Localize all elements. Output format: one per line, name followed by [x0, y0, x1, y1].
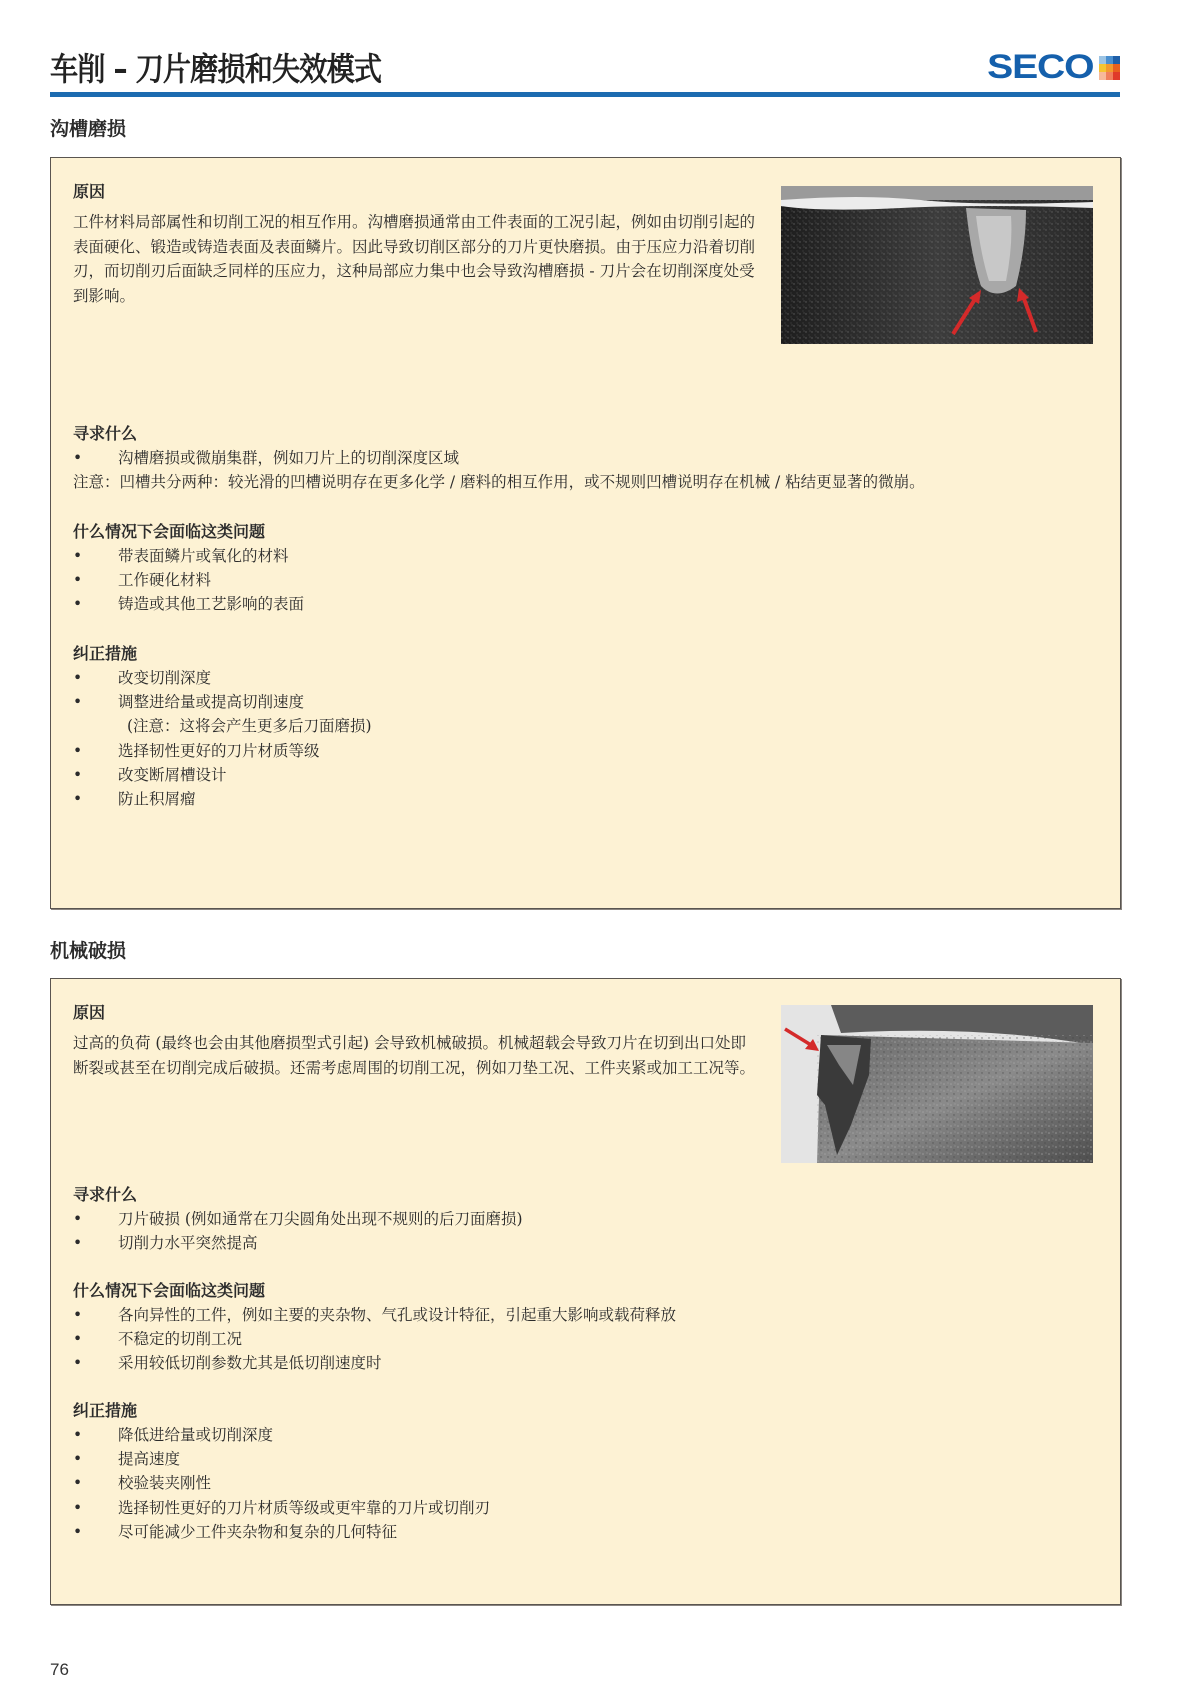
mechanical-breakage-when [73, 1279, 1100, 1376]
cause-title: 原因 [73, 182, 106, 201]
section-heading-notch-wear: 沟槽磨损 [50, 118, 127, 140]
header-rule [50, 92, 1120, 97]
logo-color-squares-icon [1099, 56, 1120, 80]
list-item: • 沟槽磨损或微崩集群，例如刀片上的切削深度区域 [73, 446, 1100, 470]
mechanical-breakage-image-icon [781, 1005, 1093, 1163]
notch-wear-card [50, 157, 1121, 909]
notch-wear-remedies [73, 642, 1100, 811]
mechanical-breakage-photo [781, 1005, 1093, 1163]
cause-text: 工件材料局部属性和切削工况的相互作用。沟槽磨损通常由工件表面的工况引起，例如由切削引起的表面硬化、锻造或铸造表面及表面鳞片。因此导致切削区部分的刀片更快磨损。由于压应力沿着切削刃，而切削刃后面缺乏同样的压应力，这种局部应力集中也会导致沟槽磨损 - 刀片会在切削深度处受到影响。 [73, 213, 756, 305]
notch-wear-cause [73, 180, 760, 308]
list-item-note: (注意：这将会产生更多后刀面磨损) [127, 717, 372, 736]
seco-logo [986, 48, 1120, 87]
list-item: • 刀片破损 (例如通常在刀尖圆角处出现不规则的后刀面磨损) [73, 1207, 1100, 1231]
cause-title: 原因 [73, 1003, 106, 1022]
remedies-title: 纠正措施 [73, 644, 138, 663]
list-item: • 不稳定的切削工况 [73, 1327, 1100, 1351]
notch-wear-look-for [73, 422, 1100, 494]
list-item: • 校验装夹刚性 [73, 1471, 1100, 1495]
page-title: 车削 – 刀片磨损和失效模式 [50, 50, 382, 88]
mechanical-breakage-cause [73, 1001, 760, 1080]
cause-text: 过高的负荷 (最终也会由其他磨损型式引起) 会导致机械破损。机械超载会导致刀片在切到出口处即断裂或甚至在切削完成后破损。还需考虑周围的切削工况，例如刀垫工况、工件夹紧或加工工况等。 [73, 1034, 756, 1077]
mechanical-breakage-look-for [73, 1183, 1100, 1255]
list-item: • 降低进给量或切削深度 [73, 1423, 1100, 1447]
list-item: • 改变切削深度 [73, 666, 1100, 690]
remedies-title: 纠正措施 [73, 1401, 138, 1420]
look-for-note: 注意：凹槽共分两种：较光滑的凹槽说明存在更多化学 / 磨料的相互作用，或不规则凹槽说明存在机械 / 粘结更显著的微崩。 [73, 473, 925, 492]
list-item: • 选择韧性更好的刀片材质等级 [73, 739, 1100, 763]
logo-text: SECO [986, 48, 1093, 86]
list-item: • 选择韧性更好的刀片材质等级或更牢靠的刀片或切削刃 [73, 1496, 1100, 1520]
list-item: • 铸造或其他工艺影响的表面 [73, 592, 1100, 616]
list-item: • 尽可能减少工件夹杂物和复杂的几何特征 [73, 1520, 1100, 1544]
list-item: • 防止积屑瘤 [73, 787, 1100, 811]
list-item: • 提高速度 [73, 1447, 1100, 1471]
look-for-title: 寻求什么 [73, 1185, 138, 1204]
page-number: 76 [50, 1660, 69, 1679]
list-item: • 切削力水平突然提高 [73, 1231, 1100, 1255]
notch-wear-photo [781, 186, 1093, 344]
mechanical-breakage-card [50, 978, 1121, 1605]
list-item: • 工作硬化材料 [73, 568, 1100, 592]
section-heading-mechanical-breakage: 机械破损 [50, 940, 127, 962]
notch-wear-image-icon [781, 186, 1093, 344]
list-item: • 各向异性的工件，例如主要的夹杂物、气孔或设计特征，引起重大影响或载荷释放 [73, 1303, 1100, 1327]
page-header [50, 38, 1120, 98]
list-item: • 带表面鳞片或氧化的材料 [73, 544, 1100, 568]
list-item: • 采用较低切削参数尤其是低切削速度时 [73, 1351, 1100, 1375]
when-title: 什么情况下会面临这类问题 [73, 1281, 266, 1300]
notch-wear-when [73, 520, 1100, 617]
list-item: • 调整进给量或提高切削速度 [73, 690, 1100, 714]
mechanical-breakage-remedies [73, 1399, 1100, 1544]
list-item: • 改变断屑槽设计 [73, 763, 1100, 787]
look-for-title: 寻求什么 [73, 424, 138, 443]
when-title: 什么情况下会面临这类问题 [73, 522, 266, 541]
